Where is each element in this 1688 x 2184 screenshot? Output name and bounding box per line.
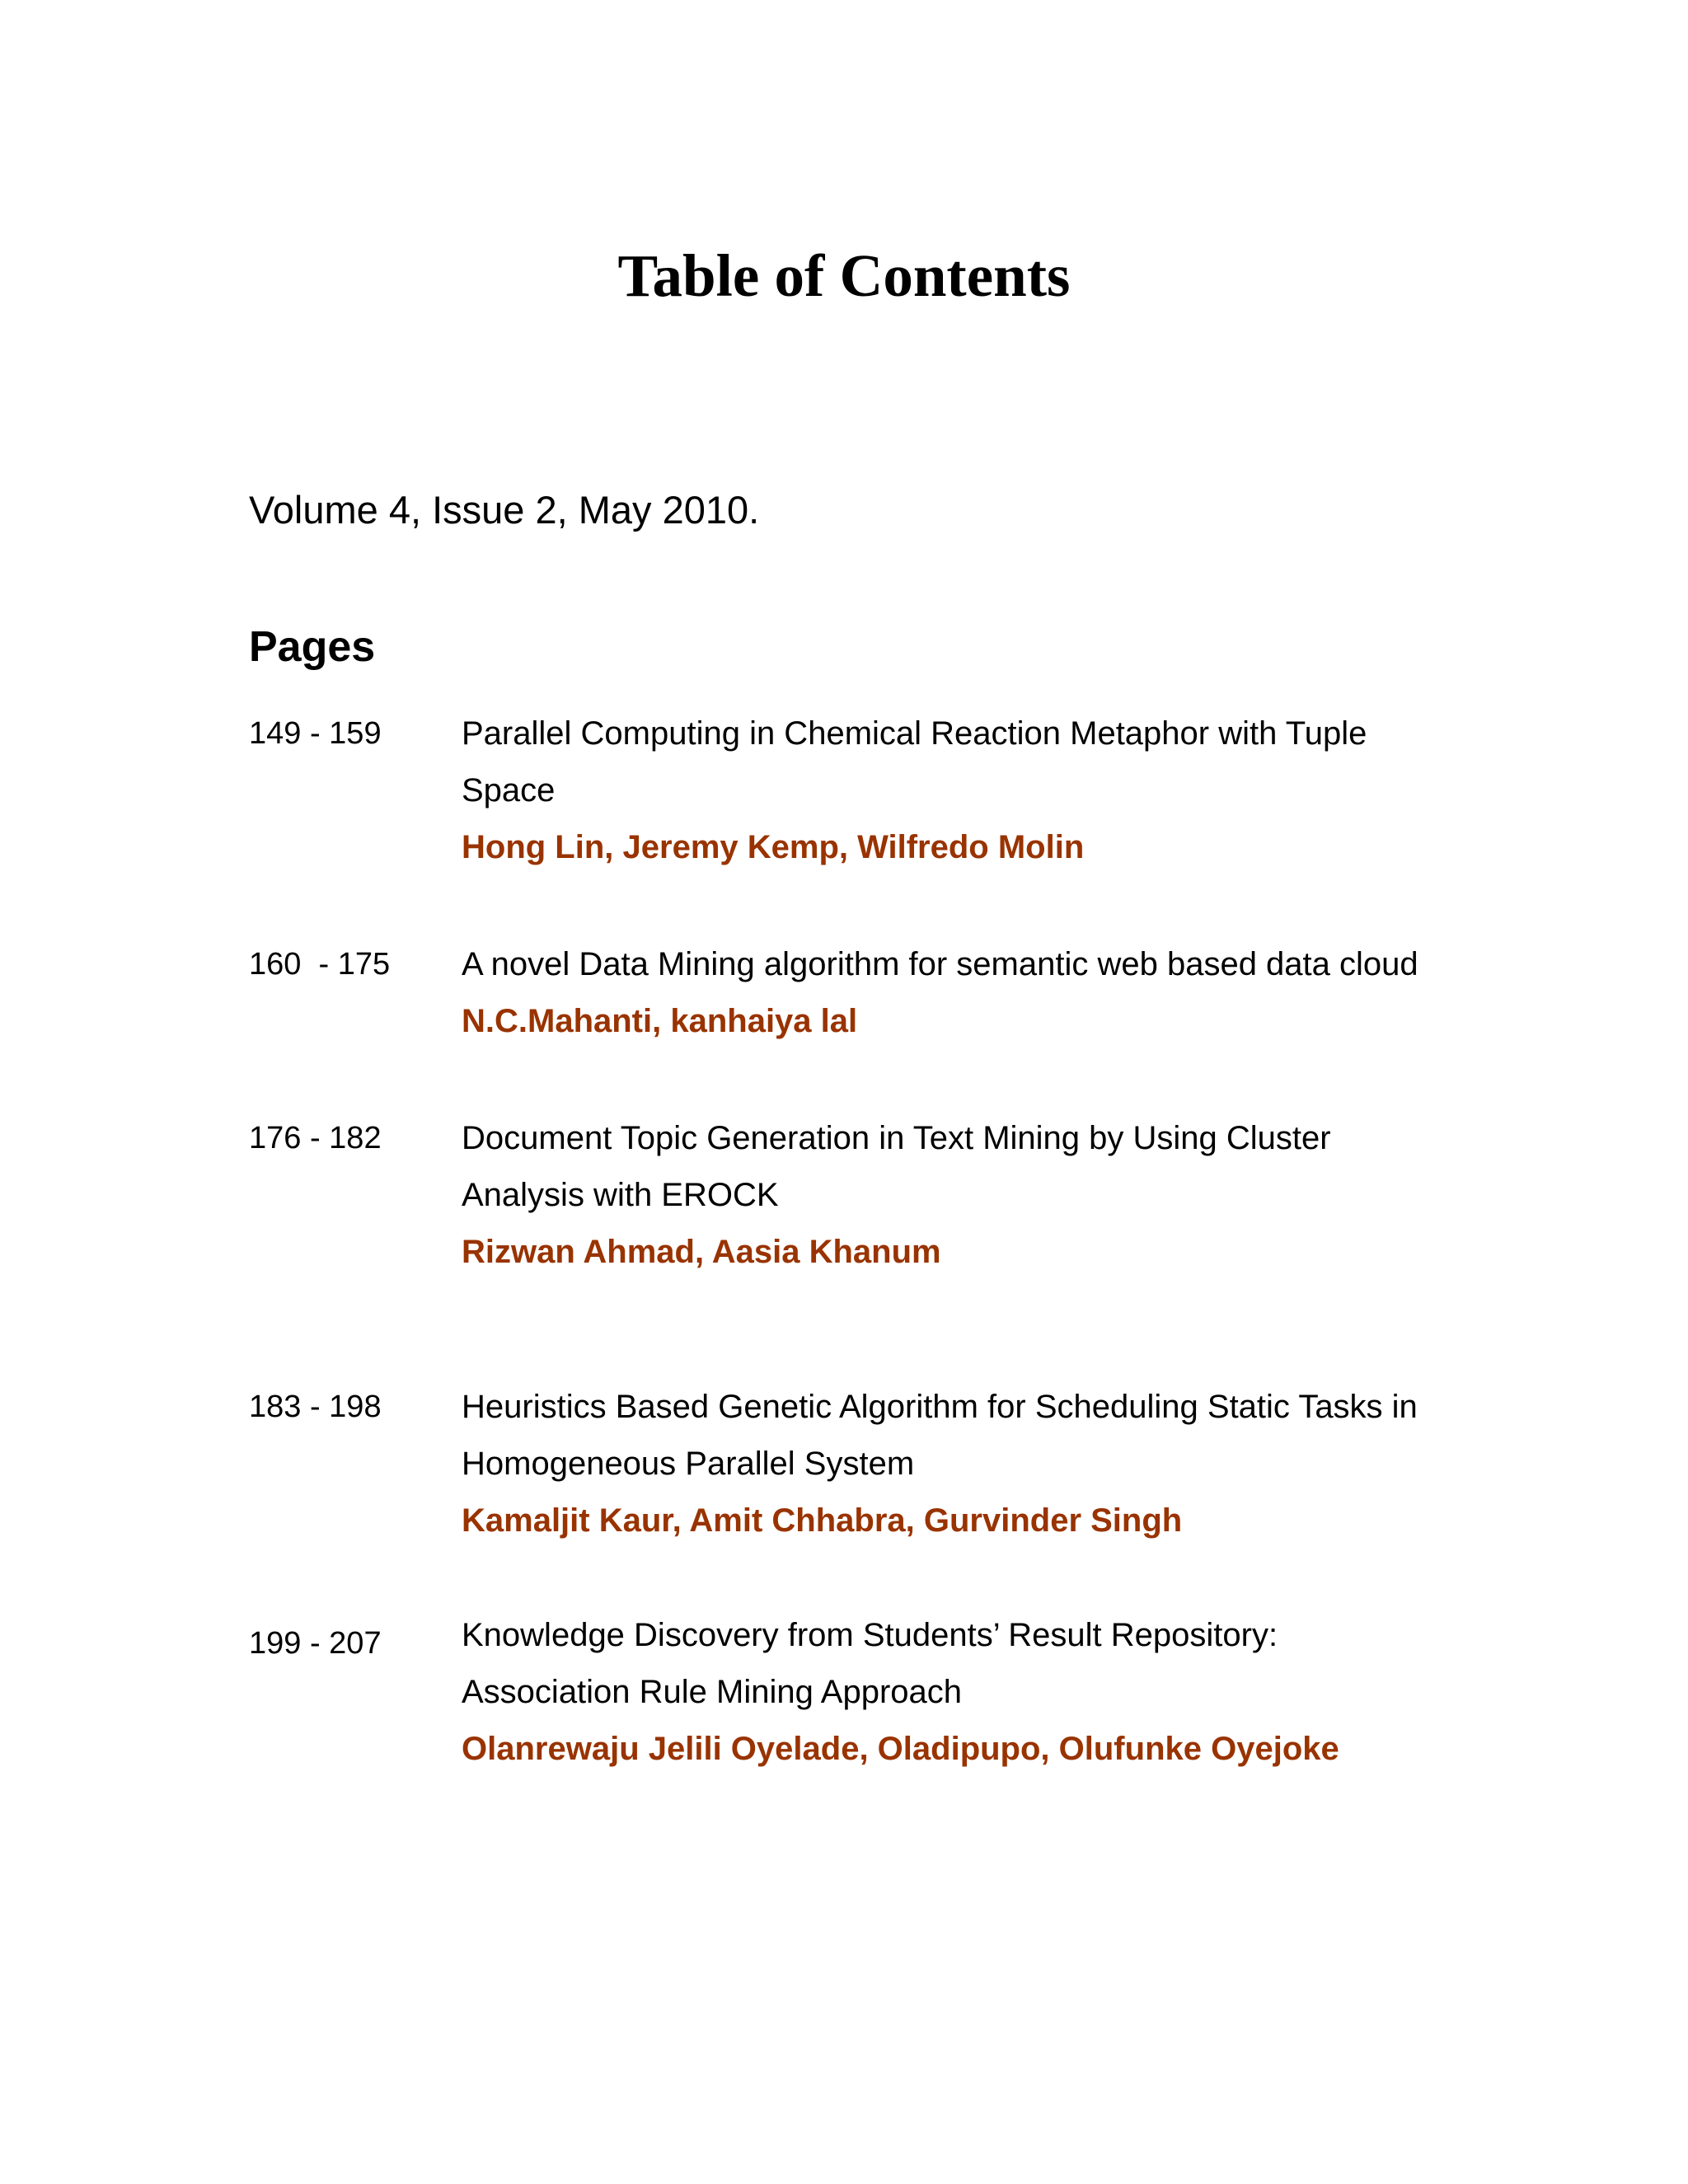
article-authors: Rizwan Ahmad, Aasia Khanum [462,1234,941,1270]
article-authors: Olanrewaju Jelili Oyelade, Oladipupo, Olufunke Oyejoke [462,1731,1339,1767]
entry-content [462,1379,1451,1549]
page-range: 199 - 207 [249,1626,382,1661]
pages-heading: Pages [249,623,376,671]
article-title-line: Analysis with EROCK [462,1177,779,1213]
entry-content [462,705,1451,876]
page-title: Table of Contents [617,242,1071,309]
volume-issue-line: Volume 4, Issue 2, May 2010. [249,488,760,532]
article-authors: Kamaljit Kaur, Amit Chhabra, Gurvinder Singh [462,1502,1183,1539]
article-title-line: Heuristics Based Genetic Algorithm for Scheduling Static Tasks in [462,1389,1418,1425]
article-authors: N.C.Mahanti, kanhaiya lal [462,1003,858,1039]
entry-content [462,1607,1451,1778]
page-range: 183 - 198 [249,1390,382,1424]
article-title-line: Association Rule Mining Approach [462,1674,963,1710]
article-title-line: Homogeneous Parallel System [462,1446,915,1482]
entry-content [462,1110,1451,1281]
article-authors: Hong Lin, Jeremy Kemp, Wilfredo Molin [462,829,1085,865]
entry-content [462,936,1451,1050]
article-title-line: Knowledge Discovery from Students’ Result Repository: [462,1617,1278,1653]
article-title-line: A novel Data Mining algorithm for semantic web based data cloud [462,946,1418,982]
page-range: 149 - 159 [249,716,382,751]
article-title-line: Document Topic Generation in Text Mining by Using Cluster [462,1120,1331,1156]
page-range: 176 - 182 [249,1121,382,1155]
page-range: 160 - 175 [249,947,391,982]
article-title-line: Space [462,772,556,808]
article-title-line: Parallel Computing in Chemical Reaction Metaphor with Tuple [462,715,1367,752]
